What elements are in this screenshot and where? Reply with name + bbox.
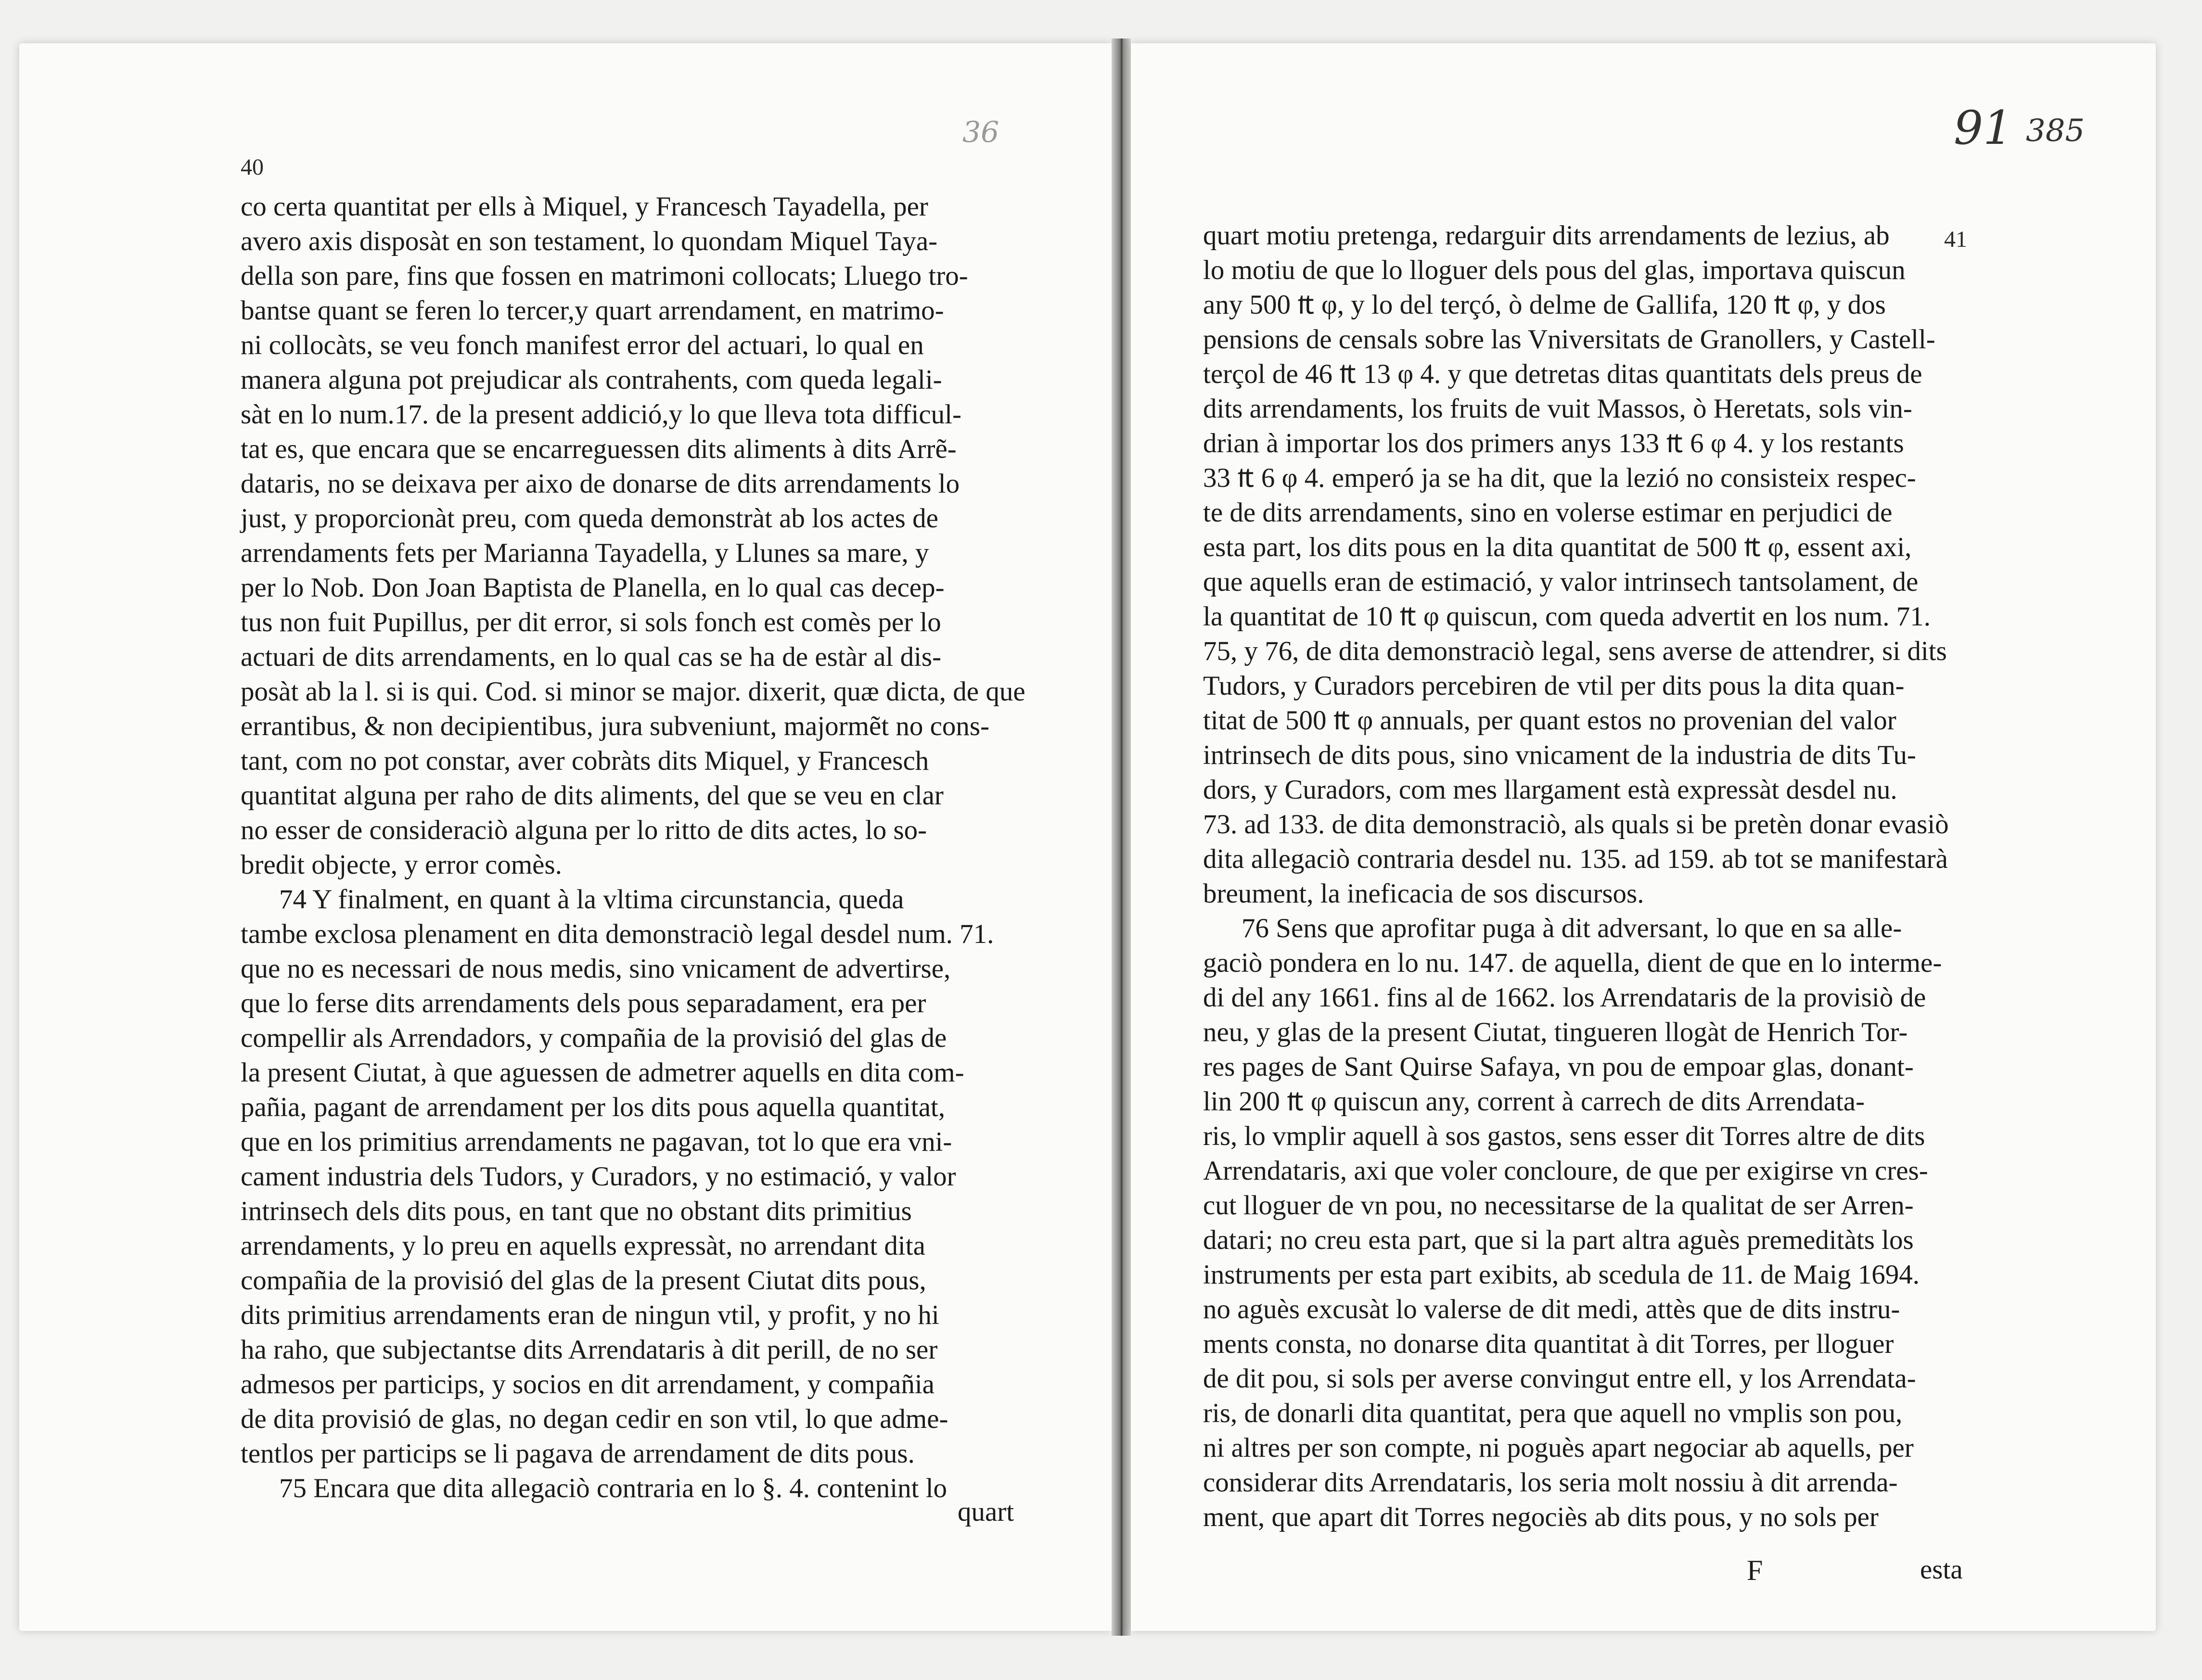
right-line: no aguès excusàt lo valerse de dit medi, attès que de dits instru- — [1203, 1294, 1900, 1324]
right-line: titat de 500 ₶ φ annuals, per quant estos no provenian del valor — [1203, 705, 1896, 736]
left-line: sàt en lo num.17. de la present addició,y lo que lleva tota difficul- — [241, 399, 961, 430]
left-line: tat es, que encara que se encarreguessen dits aliments à dits Arrẽ- — [241, 434, 957, 464]
left-line: errantibus, & non decipientibus, jura subveniunt, majormẽt no cons- — [241, 711, 990, 741]
left-line: que lo ferse dits arrendaments dels pous separadament, era per — [241, 988, 926, 1018]
page-number-right: 41 — [1944, 227, 1967, 252]
right-line: ments consta, no donarse dita quantitat à dit Torres, per lloguer — [1203, 1329, 1894, 1359]
right-line: 33 ₶ 6 φ 4. emperó ja se ha dit, que la lezió no consisteix respec- — [1203, 463, 1916, 493]
left-line: no esser de consideraciò alguna per lo ritto de dits actes, lo so- — [241, 815, 927, 845]
left-line: tambe exclosa plenament en dita demonstraciò legal desdel num. 71. — [241, 919, 994, 949]
left-line: ni collocàts, se veu fonch manifest error del actuari, lo qual en — [241, 330, 924, 360]
left-line: la present Ciutat, à que aguessen de admetrer aquells en dita com- — [241, 1057, 964, 1088]
right-line: cut lloguer de vn pou, no necessitarse de la qualitat de ser Arren- — [1203, 1190, 1914, 1221]
left-line: bredit objecte, y error comès. — [241, 850, 562, 880]
right-line: ris, de donarli dita quantitat, pera que aquell no vmplis son pou, — [1203, 1398, 1903, 1428]
left-line: per lo Nob. Don Joan Baptista de Planella, en lo qual cas decep- — [241, 573, 945, 603]
left-line: dits primitius arrendaments eran de ningun vtil, y profit, y no hi — [241, 1300, 939, 1330]
right-line: ment, que apart dit Torres negociès ab dits pous, y no sols per — [1203, 1502, 1879, 1532]
signature-mark: F — [1747, 1554, 1763, 1586]
right-line: pensions de censals sobre las Vniversitats de Granollers, y Castell- — [1203, 324, 1935, 355]
left-line: tus non fuit Pupillus, per dit error, si sols fonch est comès per lo — [241, 607, 941, 637]
faint-annotation-left: 36 — [962, 115, 999, 149]
right-line: de dit pou, si sols per averse convingut entre ell, y los Arrendata- — [1203, 1363, 1916, 1394]
right-text-block — [1203, 216, 2084, 1564]
catchword-left: quart — [958, 1497, 1014, 1527]
right-line: breument, la ineficacia de sos discursos. — [1203, 878, 1644, 909]
right-line: te de dits arrendaments, sino en volerse estimar en perjudici de — [1203, 497, 1893, 528]
left-line: tentlos per particips se li pagava de arrendament de dits pous. — [241, 1438, 915, 1469]
left-line: quantitat alguna per raho de dits aliments, del que se veu en clar — [241, 780, 944, 811]
right-line: drian à importar los dos primers anys 133 ₶ 6 φ 4. y los restants — [1203, 428, 1904, 458]
right-line: que aquells eran de estimació, y valor intrinsech tantsolament, de — [1203, 567, 1919, 597]
left-line: actuari de dits arrendaments, en lo qual cas se ha de estàr al dis- — [241, 642, 942, 672]
right-line: gaciò pondera en lo nu. 147. de aquella, dient de que en lo interme- — [1203, 948, 1942, 978]
left-page — [19, 43, 1112, 1631]
right-line: dita allegaciò contraria desdel nu. 135. ad 159. ab tot se manifestarà — [1203, 844, 1948, 874]
right-line: lo motiu de que lo lloguer dels pous del glas, importava quiscun — [1203, 255, 1906, 285]
right-line: instruments per esta part exibits, ab scedula de 11. de Maig 1694. — [1203, 1260, 1920, 1290]
left-line: dataris, no se deixava per aixo de donarse de dits arrendaments lo — [241, 469, 960, 499]
left-line: pañia, pagant de arrendament per los dits pous aquella quantitat, — [241, 1092, 946, 1122]
right-line: quart motiu pretenga, redarguir dits arrendaments de lezius, ab — [1203, 220, 1890, 251]
handwritten-folio-number-2: 385 — [2026, 113, 2085, 149]
left-line: arrendaments fets per Marianna Tayadella, y Llunes sa mare, y — [241, 538, 929, 568]
right-line: 76 Sens que aprofitar puga à dit adversant, lo que en sa alle- — [1242, 913, 1902, 943]
left-line: arrendaments, y lo preu en aquells expressàt, no arrendant dita — [241, 1231, 925, 1261]
right-line: any 500 ₶ φ, y lo del terçó, ò delme de Gallifa, 120 ₶ φ, y dos — [1203, 290, 1886, 320]
right-line: considerar dits Arrendataris, los seria molt nossiu à dit arrenda- — [1203, 1467, 1898, 1498]
right-line: 75, y 76, de dita demonstraciò legal, sens averse de attendrer, si dits — [1203, 636, 1947, 666]
left-line: cament industria dels Tudors, y Curadors, y no estimació, y valor — [241, 1161, 956, 1192]
left-line: que en los primitius arrendaments ne pagavan, tot lo que era vni- — [241, 1127, 952, 1157]
right-line: 73. ad 133. de dita demonstraciò, als quals si be pretèn donar evasiò — [1203, 809, 1949, 840]
left-line: avero axis disposàt en son testament, lo quondam Miquel Taya- — [241, 226, 938, 256]
left-line: de dita provisió de glas, no degan cedir en son vtil, lo que adme- — [241, 1404, 948, 1434]
left-line: compañia de la provisió del glas de la present Ciutat dits pous, — [241, 1265, 926, 1296]
right-line: di del any 1661. fins al de 1662. los Arrendataris de la provisiò de — [1203, 982, 1926, 1013]
right-line: datari; no creu esta part, que si la part altra aguès premeditàts los — [1203, 1225, 1914, 1255]
left-line: della son pare, fins que fossen en matrimoni collocats; Lluego tro- — [241, 261, 968, 291]
left-line: bantse quant se feren lo tercer,y quart arrendament, en matrimo- — [241, 295, 944, 326]
left-line: 74 Y finalment, en quant à la vltima circunstancia, queda — [279, 884, 904, 915]
left-text-block — [241, 188, 1097, 1535]
right-line: terçol de 46 ₶ 13 φ 4. y que detretas ditas quantitats dels preus de — [1203, 359, 1922, 389]
left-line: just, y proporcionàt preu, com queda demonstràt ab los actes de — [241, 503, 938, 534]
left-line: posàt ab la l. si is qui. Cod. si minor se major. dixerit, quæ dicta, de que — [241, 676, 1025, 707]
right-line: Arrendataris, axi que voler concloure, de que per exigirse vn cres- — [1203, 1156, 1928, 1186]
catchword-right: esta — [1920, 1554, 1963, 1585]
left-line: 75 Encara que dita allegaciò contraria en lo §. 4. contenint lo — [279, 1473, 947, 1503]
right-line: ni altres per son compte, ni poguès apart negociar ab aquells, per — [1203, 1433, 1914, 1463]
right-line: lin 200 ₶ φ quiscun any, corrent à carrech de dits Arrendata- — [1203, 1086, 1865, 1117]
right-line: ris, lo vmplir aquell à sos gastos, sens esser dit Torres altre de dits — [1203, 1121, 1925, 1151]
right-line: neu, y glas de la present Ciutat, tingueren llogàt de Henrich Tor- — [1203, 1017, 1908, 1047]
page-number-left: 40 — [241, 154, 264, 180]
left-line: que no es necessari de nous medis, sino vnicament de advertirse, — [241, 954, 951, 984]
right-line: dors, y Curadors, com mes llargament està expressàt desdel nu. — [1203, 775, 1897, 805]
left-line: ha raho, que subjectantse dits Arrendataris à dit perill, de no ser — [241, 1335, 938, 1365]
right-line: dits arrendaments, los fruits de vuit Massos, ò Heretats, sols vin- — [1203, 394, 1912, 424]
right-line: intrinsech de dits pous, sino vnicament de la industria de dits Tu- — [1203, 740, 1916, 770]
book-gutter — [1112, 38, 1131, 1636]
right-line: res pages de Sant Quirse Safaya, vn pou de empoar glas, donant- — [1203, 1052, 1914, 1082]
left-line: tant, com no pot constar, aver cobràts dits Miquel, y Francesch — [241, 746, 929, 776]
left-line: compellir als Arrendadors, y compañia de la provisió del glas de — [241, 1023, 947, 1053]
left-line: admesos per particips, y socios en dit arrendament, y compañia — [241, 1369, 935, 1400]
handwritten-folio-number: 91 — [1954, 101, 2013, 155]
left-line: manera alguna pot prejudicar als contrahents, com queda legali- — [241, 365, 942, 395]
right-line: la quantitat de 10 ₶ φ quiscun, com queda advertit en los num. 71. — [1203, 601, 1931, 632]
right-line: Tudors, y Curadors percebiren de vtil per dits pous la dita quan- — [1203, 671, 1905, 701]
left-line: intrinsech dels dits pous, en tant que no obstant dits primitius — [241, 1196, 912, 1226]
right-line: esta part, los dits pous en la dita quantitat de 500 ₶ φ, essent axi, — [1203, 532, 1912, 562]
right-page — [1131, 43, 2156, 1631]
left-line: co certa quantitat per ells à Miquel, y Francesch Tayadella, per — [241, 191, 928, 222]
